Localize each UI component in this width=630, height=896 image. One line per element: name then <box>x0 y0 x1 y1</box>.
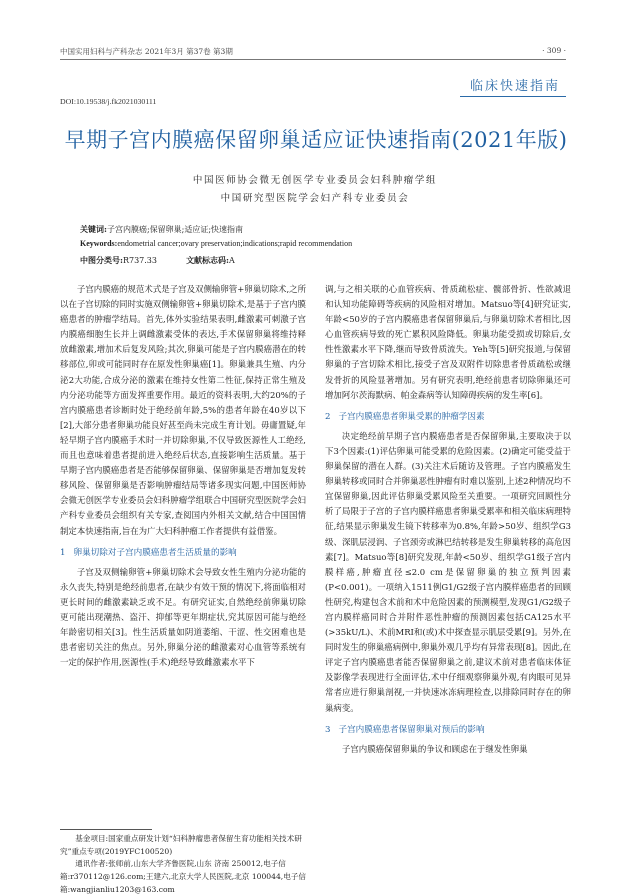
section-2-paragraph: 决定绝经前早期子宫内膜癌患者是否保留卵巢,主要取决于以下3个因素:(1)评估卵巢可能受累的危险因素。(2)确定可能受益于卵巢保留的潜在人群。(3)关注术后随访及管理。子宫内膜癌发生卵巢转移或同时合并卵巢恶性肿瘤有时难以鉴别,上述2种情况均不宜保留卵巢,因此评估卵巢受累风险至关重要。一项研究回顾性分析了局限于子宫的子宫内膜样癌患者卵巢受累率和相关临床病理特征,结果显示卵巢发生镜下转移率为0.8%,年龄>50岁、组织学G3级、深肌层浸润、子宫颈旁或淋巴结转移是发生卵巢转移的高危因素[7]。Matsuo等[8]研究发现,年龄<50岁、组织学G1级子宫内膜样癌,肿瘤直径≤2.0 cm是保留卵巢的独立预判因素(P<0.001)。一项纳入1511例G1/G2级子宫内膜样癌患者的回顾性研究,构建包含术前和术中危险因素的预测模型,发现G1/G2级子宫内膜样癌同时合并附件恶性肿瘤的预测因素包括CA125水平(>35kU/L)、术前MRI和(或)术中探查显示肌层受累[9]。另外,在同时发生的卵巢癌病例中,卵巢外观几乎均有异常表现[8]。因此,在评定子宫内膜癌患者能否保留卵巢之前,建议术前对患者临床体征及影像学表现进行全面评估,术中仔细观察卵巢外观,有肉眼可见异常者应进行卵巢剖视,一并快速冰冻病理检查,以排除同时存在的卵巢病变。 <box>325 430 571 713</box>
section-tag-underline <box>460 96 566 97</box>
section-3-number: 3 <box>325 724 331 735</box>
section-1-paragraph: 子宫及双侧输卵管+卵巢切除术会导致女性生殖内分泌功能的永久丧失,特别是绝经前患者,在缺少有效干预的情况下,将面临相对更长时间的雌激素缺乏或不足。有研究证实,自然绝经前卵巢切除更可能出现潮热、盗汗、抑郁等更年期症状,究其原因可能与绝经年龄密切相关[3]。性生活质量如阴道萎缩、干涩、性交困难也是患者密切关注的焦点。另外,卵巢分泌的雌激素对心血管等系统有一定的保护作用,医源性(手术)绝经导致雌激素水平下 <box>60 566 306 668</box>
section-2-heading <box>325 410 571 425</box>
clc-label: 中图分类号: <box>80 255 123 265</box>
footnote-divider <box>60 829 152 830</box>
header-divider <box>60 59 566 60</box>
keywords-cn-label: 关键词: <box>80 224 107 234</box>
journal-header: 中国实用妇科与产科杂志 2021年3月 第37卷 第3期 <box>60 47 233 56</box>
section-2-number: 2 <box>325 411 331 422</box>
keywords-cn-text: 子宫内膜癌;保留卵巢;适应证;快速指南 <box>106 225 244 234</box>
continued-paragraph: 调,与之相关联的心血管疾病、骨质疏松症、髋部骨折、性欲减退和认知功能障碍等疾病的风险相对增加。Matsuo等[4]研究证实,年龄<50岁的子宫内膜癌患者保留卵巢后,与卵巢切除术者相比,因心血管疾病导致的死亡累积风险降低。卵巢功能受损或切除后,女性性激素水平下降,继而导致骨质流失。Yeh等[5]研究报道,与保留卵巢的子宫切除术相比,接受子宫及双附件切除患者骨质疏松或继发骨折的风险显著增加。另有研究表明,绝经前患者切除卵巢还可增加阿尔茨海默病、帕金森病等认知障碍疾病的发生率[6]。 <box>325 284 571 400</box>
keywords-en-label: Keywords: <box>80 239 118 248</box>
keywords-en-text: endometrial cancer;ovary preservation;indications;rapid recommendation <box>117 239 353 248</box>
page-number: · 309 · <box>542 46 566 55</box>
section-3-paragraph: 子宫内膜癌保留卵巢的争议和顾虑在于继发性卵巢 <box>341 743 528 754</box>
author-line-2: 中国研究型医院学会妇产科专业委员会 <box>220 193 410 204</box>
section-1-heading <box>60 546 306 561</box>
left-column <box>60 282 306 827</box>
doc-code-value: A <box>229 256 235 265</box>
contact-footnote: 通讯作者:张师前,山东大学齐鲁医院,山东 济南 250012,电子信箱:r370112@126.com;王建六,北京大学人民医院,北京 100044,电子信箱:wangjianliu1203@163.com <box>60 859 306 894</box>
article-title: 早期子宫内膜癌保留卵巢适应证快速指南(2021年版) <box>64 128 568 152</box>
section-1-title: 卵巢切除对子宫内膜癌患者生活质量的影响 <box>73 547 237 558</box>
section-3-heading <box>325 723 571 738</box>
intro-paragraph: 子宫内膜癌的规范术式是子宫及双侧输卵管+卵巢切除术,之所以在子宫切除的同时实施双侧输卵管+卵巢切除术,是基于子宫内膜癌患者的肿瘤学结局。首先,体外实验结果表明,雌激素可刺激子宫内膜癌细胞生长并上调雌激素受体的表达,手术保留卵巢将维持释放雌激素,增加术后复发风险;其次,卵巢可能是子宫内膜癌潜在的转移部位,卯或可能同时存在原发性卵巢癌[1]。卵巢兼具生殖、内分泌2大功能,合成分泌的激素在维持女性第二性征,保持正常生殖及内分泌功能等方面发挥重要作用。最近的资料表明,大约20%的子宫内膜癌患者诊断时处于绝经前年龄,5%的患者年龄在40岁以下[2],大部分患者卵巢功能良好甚至尚未完成生育计划。毋庸置疑,年轻早期子宫内膜癌手术时一并切除卵巢,不仅导致医源性人工绝经,而且也意味着患者提前进入绝经后状态,直接影响生活质量。基于早期子宫内膜癌患者是否能够保留卵巢、保留卵巢是否增加复发转移风险、保留卵巢是否影响肿瘤结局等诸多现实问题,中国医师协会微无创医学专业委员会妇科肿瘤学组联合中国研究型医院学会妇产科专业委员会组织有关专家,查阅国内外相关文献,结合中国国情制定本快速指南,旨在为广大妇科肿瘤工作者提供有益借鉴。 <box>60 284 306 536</box>
doi: DOI:10.19538/j.fk2021030111 <box>60 97 157 106</box>
clc-value: R737.33 <box>122 256 157 265</box>
funding-footnote: 基金项目:国家重点研发计划“妇科肿瘤患者保留生育功能相关技术研究”重点专项(2019YFC100520) <box>60 834 302 856</box>
right-column <box>325 282 571 857</box>
classification-line <box>80 255 235 266</box>
section-tag: 临床快速指南 <box>469 79 560 94</box>
keywords-en <box>80 239 352 248</box>
keywords-cn <box>80 224 243 235</box>
section-2-title: 子宫内膜癌患者卵巢受累的肿瘤学因素 <box>338 411 485 422</box>
section-1-number: 1 <box>60 547 66 558</box>
author-line-1: 中国医师协会微无创医学专业委员会妇科肿瘤学组 <box>192 175 438 186</box>
section-3-title: 子宫内膜癌患者保留卵巢对预后的影响 <box>338 724 485 735</box>
doc-code-label: 文献标志码: <box>186 255 230 265</box>
